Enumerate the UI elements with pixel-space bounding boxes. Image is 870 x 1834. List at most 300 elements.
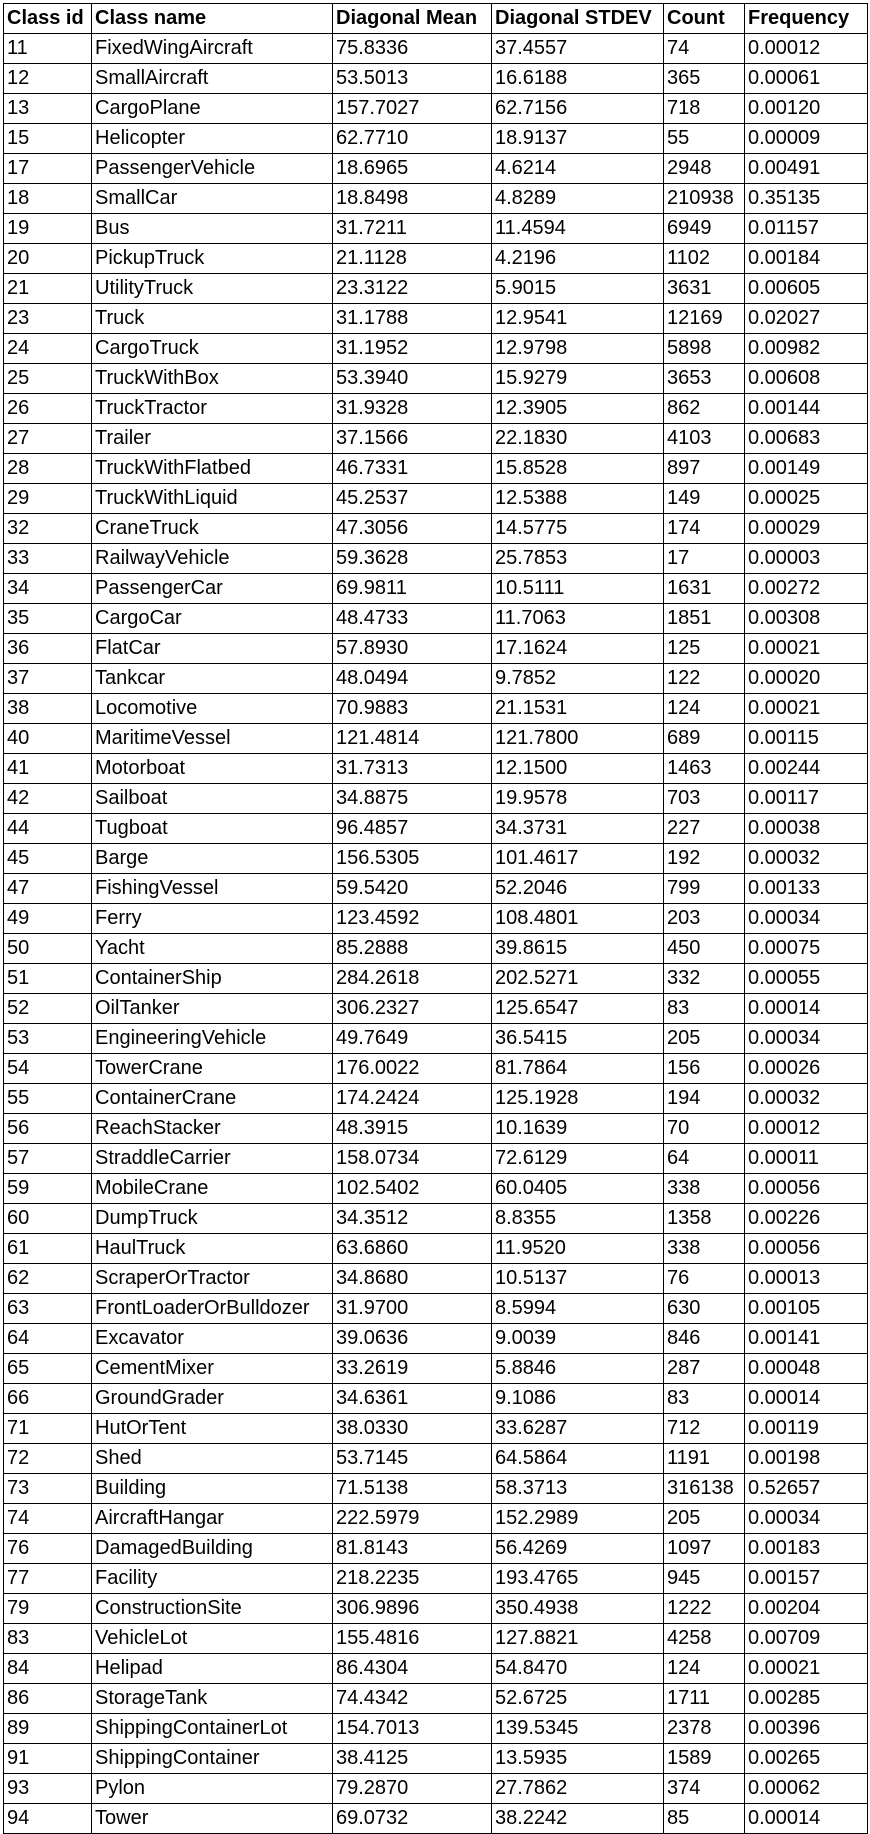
table-row bbox=[4, 904, 868, 934]
cell-class-id: 51 bbox=[4, 964, 92, 994]
table-row bbox=[4, 934, 868, 964]
header-diagonal-mean: Diagonal Mean bbox=[333, 4, 492, 34]
cell-class-id: 35 bbox=[4, 604, 92, 634]
cell-class-name: Trailer bbox=[92, 424, 333, 454]
cell-frequency: 0.00115 bbox=[745, 724, 868, 754]
cell-diagonal-mean: 53.3940 bbox=[333, 364, 492, 394]
cell-diagonal-stdev: 10.5111 bbox=[492, 574, 664, 604]
cell-frequency: 0.00265 bbox=[745, 1744, 868, 1774]
class-statistics-table-container bbox=[3, 3, 867, 1834]
cell-count: 862 bbox=[664, 394, 745, 424]
cell-class-name: AircraftHangar bbox=[92, 1504, 333, 1534]
cell-class-id: 11 bbox=[4, 34, 92, 64]
cell-class-id: 65 bbox=[4, 1354, 92, 1384]
cell-diagonal-mean: 48.3915 bbox=[333, 1114, 492, 1144]
cell-count: 1851 bbox=[664, 604, 745, 634]
cell-diagonal-stdev: 11.9520 bbox=[492, 1234, 664, 1264]
table-row bbox=[4, 574, 868, 604]
cell-class-id: 33 bbox=[4, 544, 92, 574]
cell-diagonal-mean: 306.9896 bbox=[333, 1594, 492, 1624]
cell-count: 227 bbox=[664, 814, 745, 844]
cell-class-name: PassengerCar bbox=[92, 574, 333, 604]
cell-class-name: ScraperOrTractor bbox=[92, 1264, 333, 1294]
cell-frequency: 0.00683 bbox=[745, 424, 868, 454]
cell-class-name: CargoPlane bbox=[92, 94, 333, 124]
cell-diagonal-stdev: 34.3731 bbox=[492, 814, 664, 844]
cell-class-name: Bus bbox=[92, 214, 333, 244]
class-statistics-table bbox=[3, 3, 868, 1834]
table-row bbox=[4, 94, 868, 124]
cell-class-id: 24 bbox=[4, 334, 92, 364]
cell-class-name: Facility bbox=[92, 1564, 333, 1594]
cell-class-id: 19 bbox=[4, 214, 92, 244]
cell-count: 192 bbox=[664, 844, 745, 874]
cell-diagonal-stdev: 38.2242 bbox=[492, 1804, 664, 1834]
table-row bbox=[4, 1504, 868, 1534]
cell-count: 70 bbox=[664, 1114, 745, 1144]
table-row bbox=[4, 634, 868, 664]
cell-class-id: 26 bbox=[4, 394, 92, 424]
cell-count: 374 bbox=[664, 1774, 745, 1804]
cell-count: 74 bbox=[664, 34, 745, 64]
cell-diagonal-stdev: 125.6547 bbox=[492, 994, 664, 1024]
cell-diagonal-mean: 21.1128 bbox=[333, 244, 492, 274]
cell-class-id: 23 bbox=[4, 304, 92, 334]
table-row bbox=[4, 1054, 868, 1084]
cell-diagonal-stdev: 56.4269 bbox=[492, 1534, 664, 1564]
cell-frequency: 0.00272 bbox=[745, 574, 868, 604]
cell-class-name: StraddleCarrier bbox=[92, 1144, 333, 1174]
cell-frequency: 0.00204 bbox=[745, 1594, 868, 1624]
cell-frequency: 0.00157 bbox=[745, 1564, 868, 1594]
cell-count: 76 bbox=[664, 1264, 745, 1294]
cell-diagonal-stdev: 72.6129 bbox=[492, 1144, 664, 1174]
cell-class-id: 50 bbox=[4, 934, 92, 964]
cell-class-id: 49 bbox=[4, 904, 92, 934]
cell-count: 3631 bbox=[664, 274, 745, 304]
cell-frequency: 0.00285 bbox=[745, 1684, 868, 1714]
cell-class-id: 84 bbox=[4, 1654, 92, 1684]
cell-class-id: 38 bbox=[4, 694, 92, 724]
cell-count: 1463 bbox=[664, 754, 745, 784]
cell-class-id: 27 bbox=[4, 424, 92, 454]
cell-diagonal-stdev: 10.1639 bbox=[492, 1114, 664, 1144]
cell-diagonal-mean: 31.7313 bbox=[333, 754, 492, 784]
cell-count: 17 bbox=[664, 544, 745, 574]
cell-count: 712 bbox=[664, 1414, 745, 1444]
cell-diagonal-stdev: 101.4617 bbox=[492, 844, 664, 874]
cell-diagonal-mean: 85.2888 bbox=[333, 934, 492, 964]
table-row bbox=[4, 1144, 868, 1174]
cell-count: 5898 bbox=[664, 334, 745, 364]
cell-diagonal-mean: 34.6361 bbox=[333, 1384, 492, 1414]
cell-diagonal-mean: 96.4857 bbox=[333, 814, 492, 844]
cell-frequency: 0.00982 bbox=[745, 334, 868, 364]
cell-class-id: 57 bbox=[4, 1144, 92, 1174]
cell-diagonal-mean: 174.2424 bbox=[333, 1084, 492, 1114]
cell-frequency: 0.00011 bbox=[745, 1144, 868, 1174]
cell-diagonal-stdev: 4.2196 bbox=[492, 244, 664, 274]
cell-diagonal-mean: 79.2870 bbox=[333, 1774, 492, 1804]
cell-diagonal-mean: 71.5138 bbox=[333, 1474, 492, 1504]
cell-class-id: 64 bbox=[4, 1324, 92, 1354]
cell-diagonal-mean: 123.4592 bbox=[333, 904, 492, 934]
cell-frequency: 0.00012 bbox=[745, 34, 868, 64]
cell-count: 1191 bbox=[664, 1444, 745, 1474]
table-row bbox=[4, 1714, 868, 1744]
cell-diagonal-stdev: 350.4938 bbox=[492, 1594, 664, 1624]
cell-diagonal-mean: 31.9700 bbox=[333, 1294, 492, 1324]
cell-diagonal-mean: 46.7331 bbox=[333, 454, 492, 484]
cell-count: 156 bbox=[664, 1054, 745, 1084]
cell-count: 64 bbox=[664, 1144, 745, 1174]
cell-diagonal-mean: 47.3056 bbox=[333, 514, 492, 544]
cell-class-id: 12 bbox=[4, 64, 92, 94]
cell-diagonal-stdev: 27.7862 bbox=[492, 1774, 664, 1804]
cell-class-id: 37 bbox=[4, 664, 92, 694]
cell-diagonal-stdev: 108.4801 bbox=[492, 904, 664, 934]
cell-class-name: StorageTank bbox=[92, 1684, 333, 1714]
cell-count: 122 bbox=[664, 664, 745, 694]
cell-count: 1631 bbox=[664, 574, 745, 604]
cell-diagonal-mean: 34.8875 bbox=[333, 784, 492, 814]
table-row bbox=[4, 1534, 868, 1564]
cell-frequency: 0.35135 bbox=[745, 184, 868, 214]
cell-class-name: RailwayVehicle bbox=[92, 544, 333, 574]
cell-diagonal-mean: 306.2327 bbox=[333, 994, 492, 1024]
cell-count: 316138 bbox=[664, 1474, 745, 1504]
table-row bbox=[4, 994, 868, 1024]
cell-diagonal-stdev: 39.8615 bbox=[492, 934, 664, 964]
cell-frequency: 0.01157 bbox=[745, 214, 868, 244]
table-row bbox=[4, 844, 868, 874]
cell-diagonal-mean: 156.5305 bbox=[333, 844, 492, 874]
cell-diagonal-stdev: 9.0039 bbox=[492, 1324, 664, 1354]
cell-frequency: 0.00184 bbox=[745, 244, 868, 274]
cell-frequency: 0.00061 bbox=[745, 64, 868, 94]
cell-class-name: Motorboat bbox=[92, 754, 333, 784]
cell-diagonal-stdev: 81.7864 bbox=[492, 1054, 664, 1084]
cell-class-name: TruckWithBox bbox=[92, 364, 333, 394]
cell-diagonal-mean: 45.2537 bbox=[333, 484, 492, 514]
cell-frequency: 0.00396 bbox=[745, 1714, 868, 1744]
cell-diagonal-mean: 69.9811 bbox=[333, 574, 492, 604]
table-row bbox=[4, 1564, 868, 1594]
cell-count: 3653 bbox=[664, 364, 745, 394]
cell-frequency: 0.00120 bbox=[745, 94, 868, 124]
cell-class-id: 56 bbox=[4, 1114, 92, 1144]
cell-count: 124 bbox=[664, 1654, 745, 1684]
table-row bbox=[4, 1654, 868, 1684]
cell-diagonal-stdev: 22.1830 bbox=[492, 424, 664, 454]
table-row bbox=[4, 1264, 868, 1294]
cell-diagonal-stdev: 15.8528 bbox=[492, 454, 664, 484]
cell-class-name: TruckWithFlatbed bbox=[92, 454, 333, 484]
cell-diagonal-stdev: 202.5271 bbox=[492, 964, 664, 994]
cell-frequency: 0.00133 bbox=[745, 874, 868, 904]
cell-class-id: 21 bbox=[4, 274, 92, 304]
cell-diagonal-mean: 284.2618 bbox=[333, 964, 492, 994]
cell-class-name: Tankcar bbox=[92, 664, 333, 694]
cell-diagonal-stdev: 12.1500 bbox=[492, 754, 664, 784]
cell-diagonal-stdev: 14.5775 bbox=[492, 514, 664, 544]
cell-diagonal-mean: 53.5013 bbox=[333, 64, 492, 94]
cell-class-name: Ferry bbox=[92, 904, 333, 934]
cell-diagonal-stdev: 64.5864 bbox=[492, 1444, 664, 1474]
cell-class-name: Helicopter bbox=[92, 124, 333, 154]
cell-class-name: Shed bbox=[92, 1444, 333, 1474]
cell-class-id: 15 bbox=[4, 124, 92, 154]
cell-frequency: 0.00012 bbox=[745, 1114, 868, 1144]
cell-diagonal-mean: 31.1788 bbox=[333, 304, 492, 334]
cell-class-id: 18 bbox=[4, 184, 92, 214]
cell-count: 799 bbox=[664, 874, 745, 904]
cell-class-name: VehicleLot bbox=[92, 1624, 333, 1654]
table-row bbox=[4, 1804, 868, 1834]
table-row bbox=[4, 64, 868, 94]
cell-count: 4258 bbox=[664, 1624, 745, 1654]
table-row bbox=[4, 454, 868, 484]
cell-frequency: 0.00605 bbox=[745, 274, 868, 304]
cell-diagonal-stdev: 193.4765 bbox=[492, 1564, 664, 1594]
cell-diagonal-mean: 59.3628 bbox=[333, 544, 492, 574]
cell-diagonal-stdev: 9.1086 bbox=[492, 1384, 664, 1414]
header-class-name: Class name bbox=[92, 4, 333, 34]
cell-diagonal-stdev: 17.1624 bbox=[492, 634, 664, 664]
cell-diagonal-stdev: 12.9541 bbox=[492, 304, 664, 334]
cell-class-name: SmallCar bbox=[92, 184, 333, 214]
cell-class-name: CementMixer bbox=[92, 1354, 333, 1384]
table-row bbox=[4, 364, 868, 394]
cell-diagonal-mean: 49.7649 bbox=[333, 1024, 492, 1054]
cell-frequency: 0.00149 bbox=[745, 454, 868, 484]
cell-diagonal-mean: 158.0734 bbox=[333, 1144, 492, 1174]
cell-frequency: 0.00055 bbox=[745, 964, 868, 994]
cell-class-name: Tower bbox=[92, 1804, 333, 1834]
cell-class-id: 32 bbox=[4, 514, 92, 544]
cell-class-name: Excavator bbox=[92, 1324, 333, 1354]
cell-diagonal-mean: 155.4816 bbox=[333, 1624, 492, 1654]
cell-count: 332 bbox=[664, 964, 745, 994]
cell-diagonal-mean: 62.7710 bbox=[333, 124, 492, 154]
cell-frequency: 0.00141 bbox=[745, 1324, 868, 1354]
cell-class-name: HaulTruck bbox=[92, 1234, 333, 1264]
cell-diagonal-stdev: 58.3713 bbox=[492, 1474, 664, 1504]
cell-class-id: 59 bbox=[4, 1174, 92, 1204]
cell-class-id: 91 bbox=[4, 1744, 92, 1774]
cell-class-name: Barge bbox=[92, 844, 333, 874]
cell-frequency: 0.00021 bbox=[745, 694, 868, 724]
cell-diagonal-stdev: 33.6287 bbox=[492, 1414, 664, 1444]
cell-diagonal-stdev: 52.6725 bbox=[492, 1684, 664, 1714]
cell-diagonal-stdev: 4.8289 bbox=[492, 184, 664, 214]
cell-diagonal-stdev: 9.7852 bbox=[492, 664, 664, 694]
header-row bbox=[4, 4, 868, 34]
cell-frequency: 0.00117 bbox=[745, 784, 868, 814]
cell-class-name: MaritimeVessel bbox=[92, 724, 333, 754]
cell-frequency: 0.00014 bbox=[745, 1804, 868, 1834]
cell-diagonal-stdev: 25.7853 bbox=[492, 544, 664, 574]
table-row bbox=[4, 1324, 868, 1354]
cell-count: 630 bbox=[664, 1294, 745, 1324]
cell-count: 194 bbox=[664, 1084, 745, 1114]
cell-diagonal-mean: 38.0330 bbox=[333, 1414, 492, 1444]
cell-count: 450 bbox=[664, 934, 745, 964]
cell-count: 1358 bbox=[664, 1204, 745, 1234]
cell-frequency: 0.02027 bbox=[745, 304, 868, 334]
cell-class-name: UtilityTruck bbox=[92, 274, 333, 304]
cell-diagonal-stdev: 54.8470 bbox=[492, 1654, 664, 1684]
cell-diagonal-stdev: 5.9015 bbox=[492, 274, 664, 304]
table-row bbox=[4, 784, 868, 814]
cell-count: 6949 bbox=[664, 214, 745, 244]
cell-class-id: 73 bbox=[4, 1474, 92, 1504]
table-row bbox=[4, 1204, 868, 1234]
cell-frequency: 0.00491 bbox=[745, 154, 868, 184]
cell-diagonal-stdev: 19.9578 bbox=[492, 784, 664, 814]
cell-class-name: DamagedBuilding bbox=[92, 1534, 333, 1564]
cell-diagonal-mean: 69.0732 bbox=[333, 1804, 492, 1834]
cell-class-name: PassengerVehicle bbox=[92, 154, 333, 184]
cell-diagonal-mean: 74.4342 bbox=[333, 1684, 492, 1714]
cell-count: 83 bbox=[664, 1384, 745, 1414]
cell-frequency: 0.00198 bbox=[745, 1444, 868, 1474]
cell-diagonal-mean: 154.7013 bbox=[333, 1714, 492, 1744]
table-row bbox=[4, 184, 868, 214]
cell-frequency: 0.00029 bbox=[745, 514, 868, 544]
cell-diagonal-mean: 59.5420 bbox=[333, 874, 492, 904]
cell-diagonal-stdev: 16.6188 bbox=[492, 64, 664, 94]
cell-class-name: SmallAircraft bbox=[92, 64, 333, 94]
cell-class-id: 86 bbox=[4, 1684, 92, 1714]
cell-diagonal-stdev: 62.7156 bbox=[492, 94, 664, 124]
cell-class-name: ContainerCrane bbox=[92, 1084, 333, 1114]
cell-class-id: 77 bbox=[4, 1564, 92, 1594]
cell-class-id: 71 bbox=[4, 1414, 92, 1444]
cell-diagonal-stdev: 52.2046 bbox=[492, 874, 664, 904]
cell-diagonal-stdev: 37.4557 bbox=[492, 34, 664, 64]
cell-class-name: TowerCrane bbox=[92, 1054, 333, 1084]
cell-class-id: 53 bbox=[4, 1024, 92, 1054]
cell-diagonal-mean: 81.8143 bbox=[333, 1534, 492, 1564]
cell-frequency: 0.00034 bbox=[745, 904, 868, 934]
cell-class-name: EngineeringVehicle bbox=[92, 1024, 333, 1054]
cell-class-name: FixedWingAircraft bbox=[92, 34, 333, 64]
cell-diagonal-mean: 53.7145 bbox=[333, 1444, 492, 1474]
table-row bbox=[4, 724, 868, 754]
cell-class-id: 36 bbox=[4, 634, 92, 664]
cell-diagonal-stdev: 8.5994 bbox=[492, 1294, 664, 1324]
table-row bbox=[4, 754, 868, 784]
cell-diagonal-stdev: 11.4594 bbox=[492, 214, 664, 244]
cell-diagonal-mean: 18.8498 bbox=[333, 184, 492, 214]
cell-class-id: 76 bbox=[4, 1534, 92, 1564]
cell-frequency: 0.00032 bbox=[745, 1084, 868, 1114]
cell-diagonal-mean: 121.4814 bbox=[333, 724, 492, 754]
cell-diagonal-mean: 157.7027 bbox=[333, 94, 492, 124]
cell-class-id: 13 bbox=[4, 94, 92, 124]
cell-frequency: 0.00026 bbox=[745, 1054, 868, 1084]
cell-count: 945 bbox=[664, 1564, 745, 1594]
cell-count: 718 bbox=[664, 94, 745, 124]
cell-frequency: 0.00003 bbox=[745, 544, 868, 574]
cell-diagonal-mean: 48.4733 bbox=[333, 604, 492, 634]
cell-diagonal-mean: 38.4125 bbox=[333, 1744, 492, 1774]
cell-class-id: 28 bbox=[4, 454, 92, 484]
cell-diagonal-mean: 222.5979 bbox=[333, 1504, 492, 1534]
cell-count: 1589 bbox=[664, 1744, 745, 1774]
cell-frequency: 0.00014 bbox=[745, 994, 868, 1024]
cell-diagonal-stdev: 12.3905 bbox=[492, 394, 664, 424]
table-row bbox=[4, 124, 868, 154]
table-row bbox=[4, 814, 868, 844]
cell-diagonal-mean: 218.2235 bbox=[333, 1564, 492, 1594]
table-row bbox=[4, 1294, 868, 1324]
cell-diagonal-mean: 31.7211 bbox=[333, 214, 492, 244]
table-row bbox=[4, 1684, 868, 1714]
table-row bbox=[4, 1594, 868, 1624]
cell-class-id: 34 bbox=[4, 574, 92, 604]
cell-frequency: 0.00032 bbox=[745, 844, 868, 874]
cell-diagonal-stdev: 18.9137 bbox=[492, 124, 664, 154]
cell-frequency: 0.52657 bbox=[745, 1474, 868, 1504]
cell-class-id: 93 bbox=[4, 1774, 92, 1804]
cell-class-name: Pylon bbox=[92, 1774, 333, 1804]
table-row bbox=[4, 1174, 868, 1204]
cell-class-name: CargoCar bbox=[92, 604, 333, 634]
cell-class-id: 45 bbox=[4, 844, 92, 874]
cell-diagonal-mean: 33.2619 bbox=[333, 1354, 492, 1384]
cell-count: 287 bbox=[664, 1354, 745, 1384]
cell-count: 203 bbox=[664, 904, 745, 934]
table-row bbox=[4, 874, 868, 904]
table-row bbox=[4, 394, 868, 424]
cell-count: 125 bbox=[664, 634, 745, 664]
cell-count: 338 bbox=[664, 1234, 745, 1264]
table-row bbox=[4, 1084, 868, 1114]
cell-class-name: Yacht bbox=[92, 934, 333, 964]
table-row bbox=[4, 244, 868, 274]
cell-frequency: 0.00020 bbox=[745, 664, 868, 694]
cell-class-name: TruckWithLiquid bbox=[92, 484, 333, 514]
cell-diagonal-mean: 63.6860 bbox=[333, 1234, 492, 1264]
cell-count: 4103 bbox=[664, 424, 745, 454]
cell-count: 174 bbox=[664, 514, 745, 544]
header-diagonal-stdev: Diagonal STDEV bbox=[492, 4, 664, 34]
cell-diagonal-mean: 23.3122 bbox=[333, 274, 492, 304]
cell-class-name: FlatCar bbox=[92, 634, 333, 664]
cell-diagonal-mean: 39.0636 bbox=[333, 1324, 492, 1354]
cell-diagonal-stdev: 21.1531 bbox=[492, 694, 664, 724]
cell-class-name: GroundGrader bbox=[92, 1384, 333, 1414]
cell-class-id: 89 bbox=[4, 1714, 92, 1744]
cell-class-name: Sailboat bbox=[92, 784, 333, 814]
cell-diagonal-mean: 34.8680 bbox=[333, 1264, 492, 1294]
cell-diagonal-mean: 34.3512 bbox=[333, 1204, 492, 1234]
cell-diagonal-mean: 70.9883 bbox=[333, 694, 492, 724]
cell-class-id: 20 bbox=[4, 244, 92, 274]
table-row bbox=[4, 154, 868, 184]
cell-class-name: FishingVessel bbox=[92, 874, 333, 904]
table-row bbox=[4, 514, 868, 544]
cell-class-id: 54 bbox=[4, 1054, 92, 1084]
cell-class-id: 41 bbox=[4, 754, 92, 784]
cell-diagonal-stdev: 60.0405 bbox=[492, 1174, 664, 1204]
cell-frequency: 0.00014 bbox=[745, 1384, 868, 1414]
cell-frequency: 0.00244 bbox=[745, 754, 868, 784]
cell-count: 149 bbox=[664, 484, 745, 514]
table-row bbox=[4, 274, 868, 304]
